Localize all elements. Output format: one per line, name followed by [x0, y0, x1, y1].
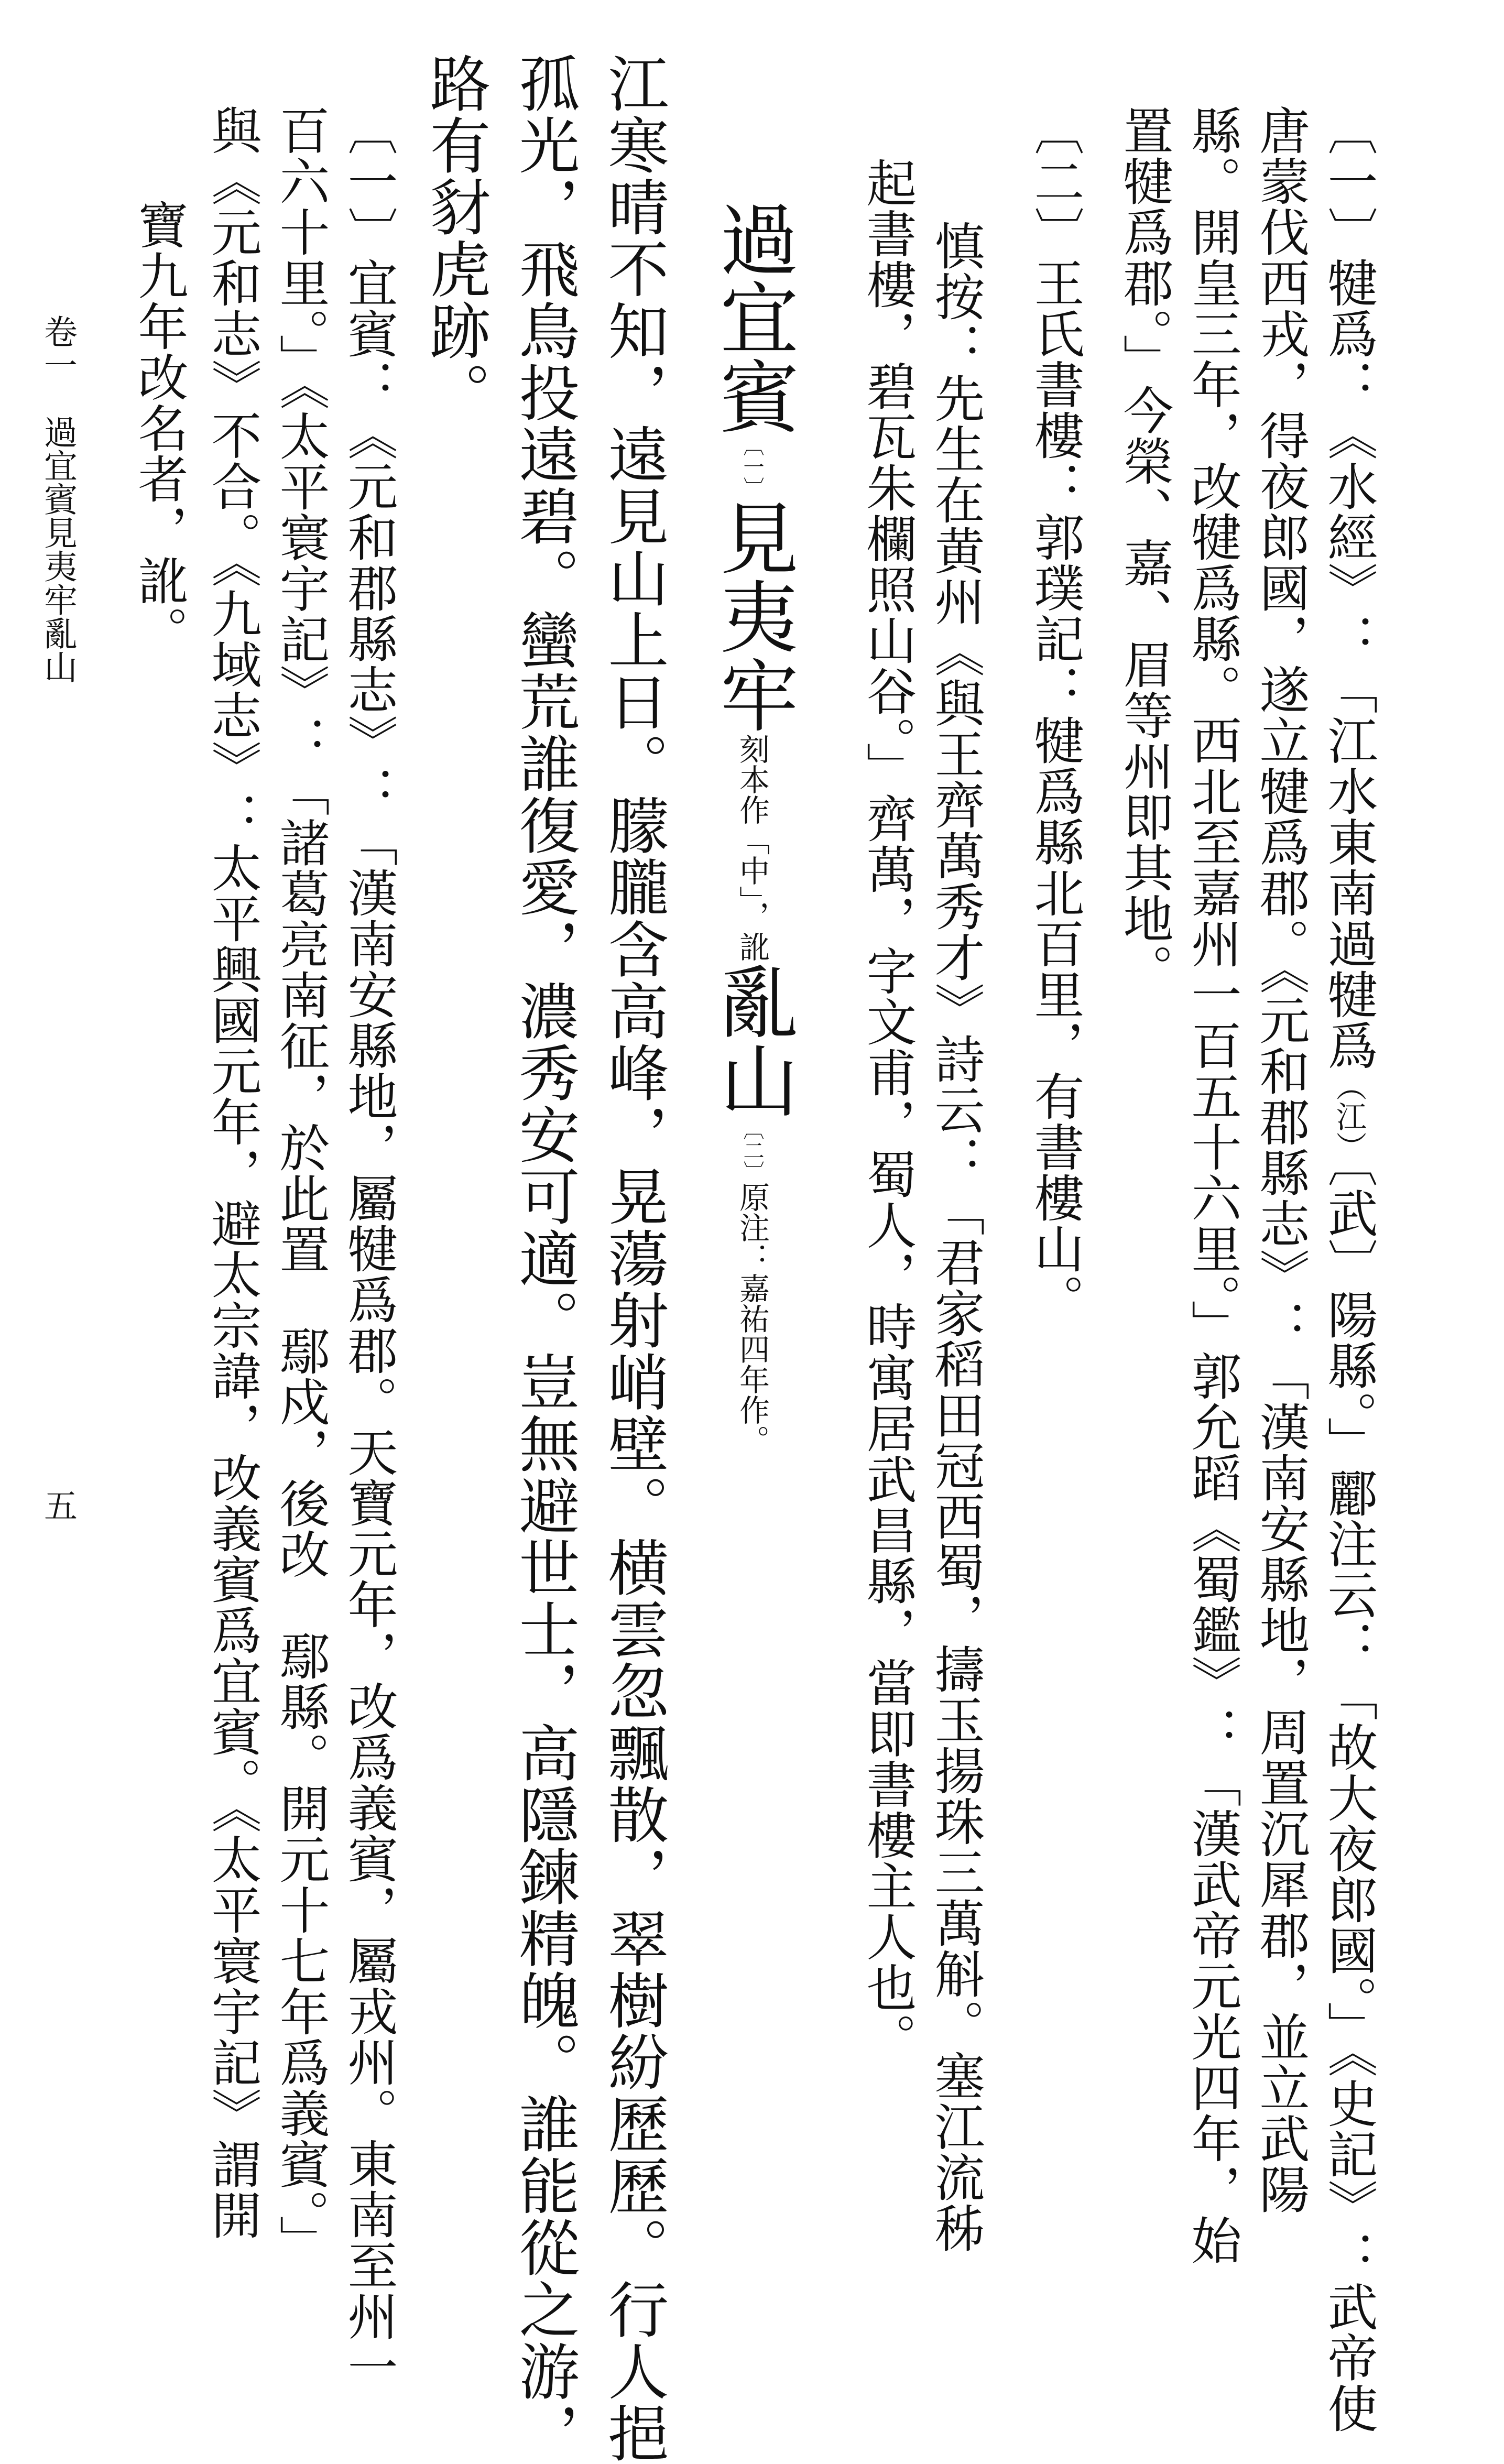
note-column-3: 縣。開皇三年，改犍爲縣。西北至嘉州一百五十六里。」郭允蹈《蜀鑑》：「漢武帝元光四年，始: [1183, 105, 1242, 2265]
poem-line-2: 孤光，飛鳥投遠碧。蠻荒誰復愛，濃秀安可適。豈無避世士，高隱鍊精魄。誰能從之游，: [509, 52, 580, 2464]
page-number: 五: [38, 1488, 77, 1522]
note-column-5: 〔二〕王氏書樓：郭璞記：犍爲縣北百里，有書樓山。: [1026, 105, 1085, 1325]
title-part-1: 過宜賓: [706, 199, 798, 435]
note-b-column-1: 〔一〕宜賓：《元和郡縣志》：「漢南安縣地，屬犍爲郡。天寶元年，改爲義賓，屬戎州。東南至州一: [340, 105, 398, 2392]
note-column-7: 起書樓，碧瓦朱欄照山谷。」齊萬，字文甫，蜀人，時寓居武昌縣，當即書樓主人也。: [858, 157, 917, 2064]
title-note-marker-1: 〔一〕: [740, 435, 764, 498]
poem-title: [706, 199, 798, 1455]
title-inline-note: 刻本作「中」，訛: [734, 734, 770, 962]
note-text: 〔一〕犍爲：《水經》：「江水東南過犍爲: [1320, 105, 1378, 1071]
poem-line-1: 江寒晴不知，遠見山上日。朦朧含高峰，晃蕩射峭壁。横雲忽飄散，翠樹紛歷歷。行人挹: [598, 52, 669, 2464]
note-b-column-3: 與《元和志》不合。《九域志》：太平興國元年，避太宗諱，改義賓爲宜賓。《太平寰宇記》謂開: [203, 105, 262, 2240]
note-column-2: 唐蒙伐西戎，得夜郎國，遂立犍爲郡。《元和郡縣志》：「漢南安縣地，周置沉犀郡，並立武陽: [1251, 105, 1310, 2215]
title-original-note: 原注：嘉祐四年作。: [734, 1182, 770, 1455]
note-b-column-2: 百六十里。」《太平寰宇記》：「諸葛亮南征，於此置 鄢戍，後改 鄢縣。開元十七年爲義賓。」: [271, 105, 330, 2266]
note-column-4: 置犍爲郡。」今榮、嘉、眉等州即其地。: [1115, 105, 1174, 995]
note-column-1: [1320, 105, 1378, 2434]
note-text: 〔武〕陽縣。」酈注云：「故大夜郎國。」《史記》：武帝使: [1320, 1162, 1378, 2434]
title-part-3: 亂山: [706, 962, 798, 1119]
note-inline-small: （江）: [1331, 1071, 1367, 1162]
note-column-6: 慎按：先生在黄州《與王齊萬秀才》詩云：「君家稻田冠西蜀，擣玉揚珠三萬斛。塞江流秭: [927, 220, 985, 2253]
title-note-marker-2: 〔二〕: [740, 1119, 764, 1182]
note-b-column-4: 寶九年改名者，訛。: [130, 199, 189, 657]
title-part-2: 見夷牢: [706, 498, 798, 734]
running-header: 卷一 過宜賓見夷牢亂山: [38, 314, 77, 683]
poem-line-3: 路有豺虎跡。: [420, 52, 491, 423]
